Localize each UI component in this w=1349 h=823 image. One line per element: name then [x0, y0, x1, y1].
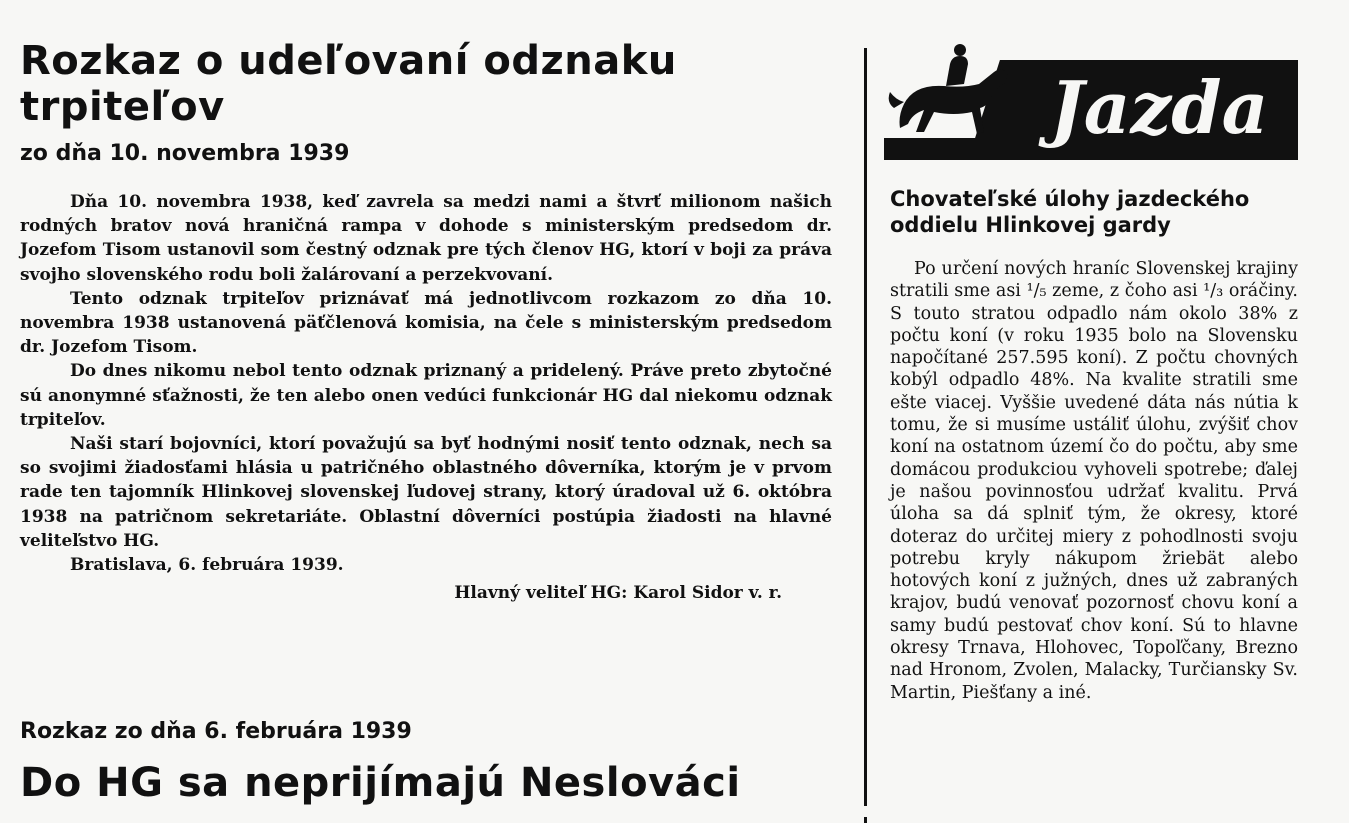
- article-body: [20, 190, 832, 605]
- article-subtitle: Rozkaz zo dňa 6. februára 1939: [20, 719, 412, 744]
- article-title: Do HG sa neprijímajú Neslováci: [20, 760, 741, 806]
- sidebar-body: [890, 258, 1298, 704]
- article-subtitle: zo dňa 10. novembra 1939: [20, 141, 350, 166]
- sidebar-heading: Chovateľské úlohy jazdeckého oddielu Hlinkovej gardy: [890, 187, 1250, 237]
- dateline: Bratislava, 6. februára 1939.: [70, 555, 344, 576]
- paragraph: Dňa 10. novembra 1938, keď zavrela sa medzi nami a štvrť milionom našich rodných bratov nová hraničná rampa v dohode s ministerským predsedom dr. Jozefom Tisom ustanovil som čestný odznak pre tých členov HG, ktorí v boji za práva svojho slovenského rodu boli žalárovaní a perzekvovaní.: [20, 192, 832, 285]
- page-cut-edge: [0, 806, 1349, 817]
- signature: Hlavný veliteľ HG: Karol Sidor v. r.: [454, 583, 782, 604]
- section-banner: [884, 56, 1298, 160]
- paragraph: Po určení nových hraníc Slovenskej krajiny stratili sme asi ¹/₅ zeme, z čoho asi ¹/₃ oráčiny. S touto stratou odpadlo nám okolo 38% z počtu koní (v roku 1935 bolo na Slovensku napočítané 257.595 koní). Z počtu chovných kobýl odpadlo 48%. Na kvalite stratili sme ešte viacej. Vyššie uvedené dáta nás nútia k tomu, že si musíme ustáliť úlohu, zvýšiť chov koní na ostatnom území čo do počtu, aby sme domácou produkciou vyhoveli spotrebe; ďalej je našou povinnosťou udržať kvalitu. Prvá úloha sa dá splniť tým, že okresy, ktoré doteraz do určitej miery z pohodlnosti svoju potrebu kryly nákupom žriebät alebo hotových koní z južných, dnes už zabraných krajov, budú venovať pozornosť chovu koní a samy budú pestovať chov koní. Sú to hlavne okresy Trnava, Hlohovec, Topoľčany, Brezno nad Hronom, Zvolen, Malacky, Turčiansky Sv. Martin, Piešťany a iné.: [890, 259, 1298, 703]
- column-divider: [864, 48, 867, 823]
- sidebar-article: [890, 186, 1298, 704]
- paragraph: Naši starí bojovníci, ktorí považujú sa byť hodnými nosiť tento odznak, nech sa so svojimi žiadosťami hlásia u patričného oblastného dôverníka, ktorým je v prvom rade ten tajomník Hlinkovej slovenskej ľudovej strany, ktorý úradoval už 6. októbra 1938 na patričnom sekretariáte. Oblastní dôverníci postúpia žiadosti na hlavné veliteľstvo HG.: [20, 434, 832, 551]
- paragraph: Tento odznak trpiteľov priznávať má jednotlivcom rozkazom zo dňa 10. novembra 1938 ustanovená päťčlenová komisia, na čele s ministerským predsedom dr. Jozefom Tisom.: [20, 288, 832, 358]
- article-rozkaz-odznak: [20, 38, 832, 605]
- banner-word: Jazda: [1049, 65, 1269, 150]
- paragraph: Do dnes nikomu nebol tento odznak priznaný a pridelený. Práve preto zbytočné sú anonymné sťažnosti, že ten alebo onen vedúci funkcionár HG dal niekomu odznak trpiteľov.: [20, 361, 832, 430]
- horse-rider-icon: [884, 44, 1034, 144]
- article-neslovaci: [20, 718, 832, 806]
- article-title: Rozkaz o udeľovaní odznaku trpiteľov: [20, 38, 677, 130]
